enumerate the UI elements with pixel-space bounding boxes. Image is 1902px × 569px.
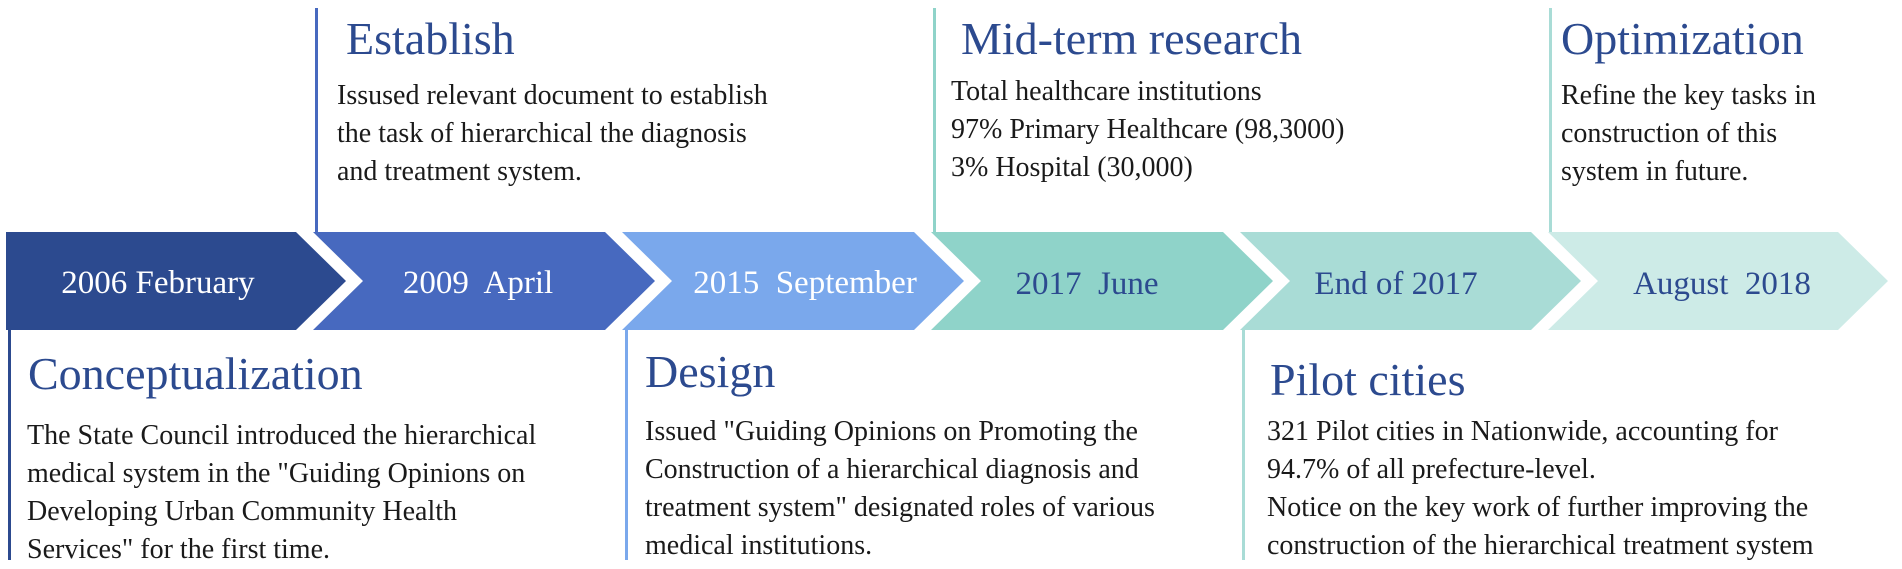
phase-title: Establish: [346, 13, 515, 64]
phase-title: Design: [645, 346, 776, 397]
connector-line-conceptualization: [8, 330, 11, 560]
stage-date-label: 2009 April: [402, 265, 554, 301]
connector-line-design: [625, 330, 628, 560]
phase-text-line: medical institutions.: [645, 530, 873, 561]
phase-establish: [346, 13, 515, 64]
phase-midterm: [961, 13, 1303, 64]
phase-text-line: the task of hierarchical the diagnosis: [337, 118, 747, 149]
phase-title: Mid-term research: [961, 13, 1303, 64]
phase-text-line: Refine the key tasks in: [1561, 80, 1817, 111]
phase-text-line: and treatment system.: [337, 156, 582, 187]
phase-title: Pilot cities: [1270, 354, 1466, 405]
phase-text-line: Construction of a hierarchical diagnosis and: [645, 454, 1139, 485]
phase-text-line: Notice on the key work of further improving the: [1267, 492, 1809, 523]
phase-pilot: [1270, 354, 1466, 405]
phase-text-line: 97% Primary Healthcare (98,3000): [951, 114, 1345, 145]
phase-text-line: 3% Hospital (30,000): [951, 152, 1193, 183]
phase-text-line: Total healthcare institutions: [951, 76, 1262, 107]
stage-date-label: End of 2017: [1314, 266, 1478, 302]
phase-conceptualization: [28, 348, 363, 399]
phase-optimization: [1561, 13, 1804, 64]
phase-text-line: The State Council introduced the hierarchical: [27, 420, 537, 451]
phase-title: Conceptualization: [28, 348, 363, 399]
phase-establish-text: [337, 77, 768, 191]
phase-text-line: 94.7% of all prefecture-level.: [1267, 454, 1596, 485]
phase-text-line: medical system in the "Guiding Opinions on: [27, 458, 526, 489]
connector-line-optimization: [1549, 8, 1552, 232]
phase-optimization-text: [1561, 77, 1816, 191]
phase-text-line: 321 Pilot cities in Nationwide, accounting for: [1267, 416, 1778, 447]
phase-text-line: construction of the hierarchical treatment system: [1267, 530, 1814, 561]
phase-text-line: system in future.: [1561, 156, 1749, 187]
stage-date-label: 2017 June: [1015, 266, 1159, 302]
phase-title: Optimization: [1561, 13, 1804, 64]
phase-text-line: Issued "Guiding Opinions on Promoting the: [645, 416, 1138, 447]
connector-line-pilot: [1242, 330, 1245, 560]
phase-text-line: Issused relevant document to establish: [337, 80, 768, 111]
phase-text-line: Services" for the first time.: [27, 534, 331, 565]
phase-text-line: Developing Urban Community Health: [27, 496, 458, 527]
connector-line-establish: [315, 8, 318, 232]
phase-midterm-text: [951, 73, 1344, 187]
phase-pilot-text: [1267, 413, 1814, 565]
phase-design: [645, 346, 776, 397]
connector-line-midterm: [933, 8, 936, 232]
phase-design-text: [645, 413, 1155, 565]
stage-date-label: August 2018: [1633, 266, 1811, 302]
stage-date-label: 2006 February: [61, 265, 255, 301]
phase-text-line: treatment system" designated roles of various: [645, 492, 1155, 523]
stage-date-label: 2015 September: [693, 265, 917, 301]
phase-text-line: construction of this: [1561, 118, 1778, 149]
phase-conceptualization-text: [27, 417, 536, 569]
